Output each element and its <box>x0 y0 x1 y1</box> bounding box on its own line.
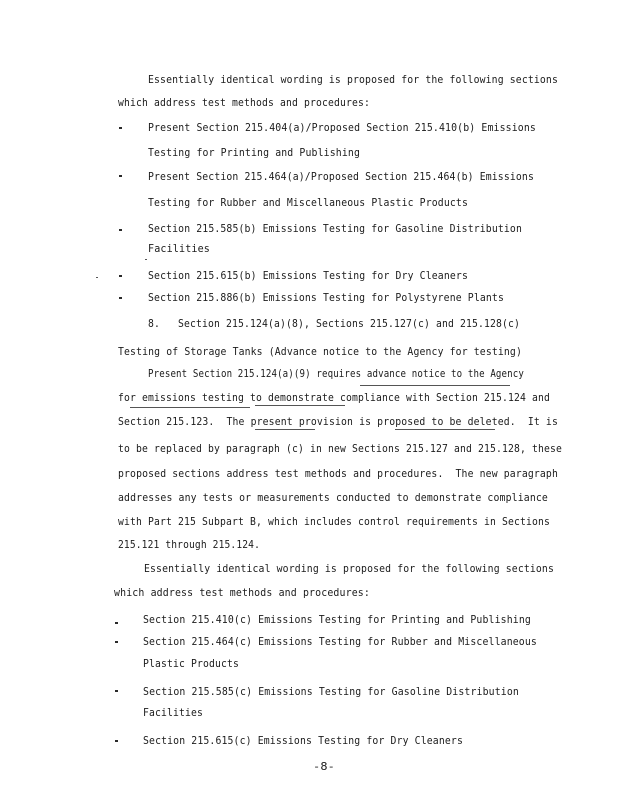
scan-mark <box>395 429 495 430</box>
list-item: Section 215.615(c) Emissions Testing for Dry Cleaners <box>143 735 463 747</box>
scan-speck <box>96 277 98 278</box>
scan-mark <box>255 429 315 430</box>
text-line: 215.121 through 215.124. <box>118 539 260 551</box>
text-line: for emissions testing to demonstrate compliance with Section 215.124 and <box>118 392 550 404</box>
list-item: Present Section 215.404(a)/Proposed Section 215.410(b) Emissions <box>148 122 536 134</box>
scan-speck <box>145 259 147 260</box>
bullet <box>115 622 118 624</box>
section-heading: 8. Section 215.124(a)(8), Sections 215.127(c) and 215.128(c) <box>148 318 520 330</box>
bullet <box>115 641 118 643</box>
text-line: Essentially identical wording is proposed for the following sections <box>144 563 554 575</box>
list-item: Section 215.886(b) Emissions Testing for Polystyrene Plants <box>148 292 504 304</box>
list-item: Present Section 215.464(a)/Proposed Section 215.464(b) Emissions <box>148 171 534 183</box>
text-line: Section 215.123. The present provision is proposed to be deleted. It is <box>118 416 558 428</box>
list-item: Section 215.615(b) Emissions Testing for Dry Cleaners <box>148 270 468 282</box>
list-item: Section 215.585(c) Emissions Testing for Gasoline Distribution <box>143 686 519 698</box>
text-line: which address test methods and procedures: <box>114 587 370 599</box>
list-item: Section 215.464(c) Emissions Testing for Rubber and Miscellaneous <box>143 636 537 648</box>
text-line: with Part 215 Subpart B, which includes control requirements in Sections <box>118 516 550 528</box>
bullet <box>119 229 122 231</box>
text-line: proposed sections address test methods and procedures. The new paragraph <box>118 468 558 480</box>
list-item: Section 215.585(b) Emissions Testing for Gasoline Distribution <box>148 223 522 235</box>
text-line: Facilities <box>143 707 203 719</box>
page-number: -8- <box>313 761 335 773</box>
text-line: Testing for Printing and Publishing <box>148 147 360 159</box>
bullet <box>119 275 122 277</box>
scan-mark <box>255 405 345 406</box>
text-line: which address test methods and procedures: <box>118 97 370 109</box>
scan-mark <box>130 407 250 408</box>
text-line: Present Section 215.124(a)(9) requires advance notice to the Agency <box>148 368 524 380</box>
list-item: Section 215.410(c) Emissions Testing for Printing and Publishing <box>143 614 531 626</box>
text-line: Essentially identical wording is proposed for the following sections <box>148 74 558 86</box>
text-line: Plastic Products <box>143 658 239 670</box>
bullet <box>119 175 122 177</box>
text-line: Facilities <box>148 243 210 255</box>
bullet <box>119 127 122 129</box>
text-line: Testing for Rubber and Miscellaneous Plastic Products <box>148 197 468 209</box>
text-line: addresses any tests or measurements conducted to demonstrate compliance <box>118 492 548 504</box>
bullet <box>119 297 122 299</box>
text-line: to be replaced by paragraph (c) in new Sections 215.127 and 215.128, these <box>118 443 562 455</box>
scan-mark <box>360 385 510 386</box>
text-line: Testing of Storage Tanks (Advance notice to the Agency for testing) <box>118 346 522 358</box>
bullet <box>115 740 118 742</box>
bullet <box>115 690 118 692</box>
